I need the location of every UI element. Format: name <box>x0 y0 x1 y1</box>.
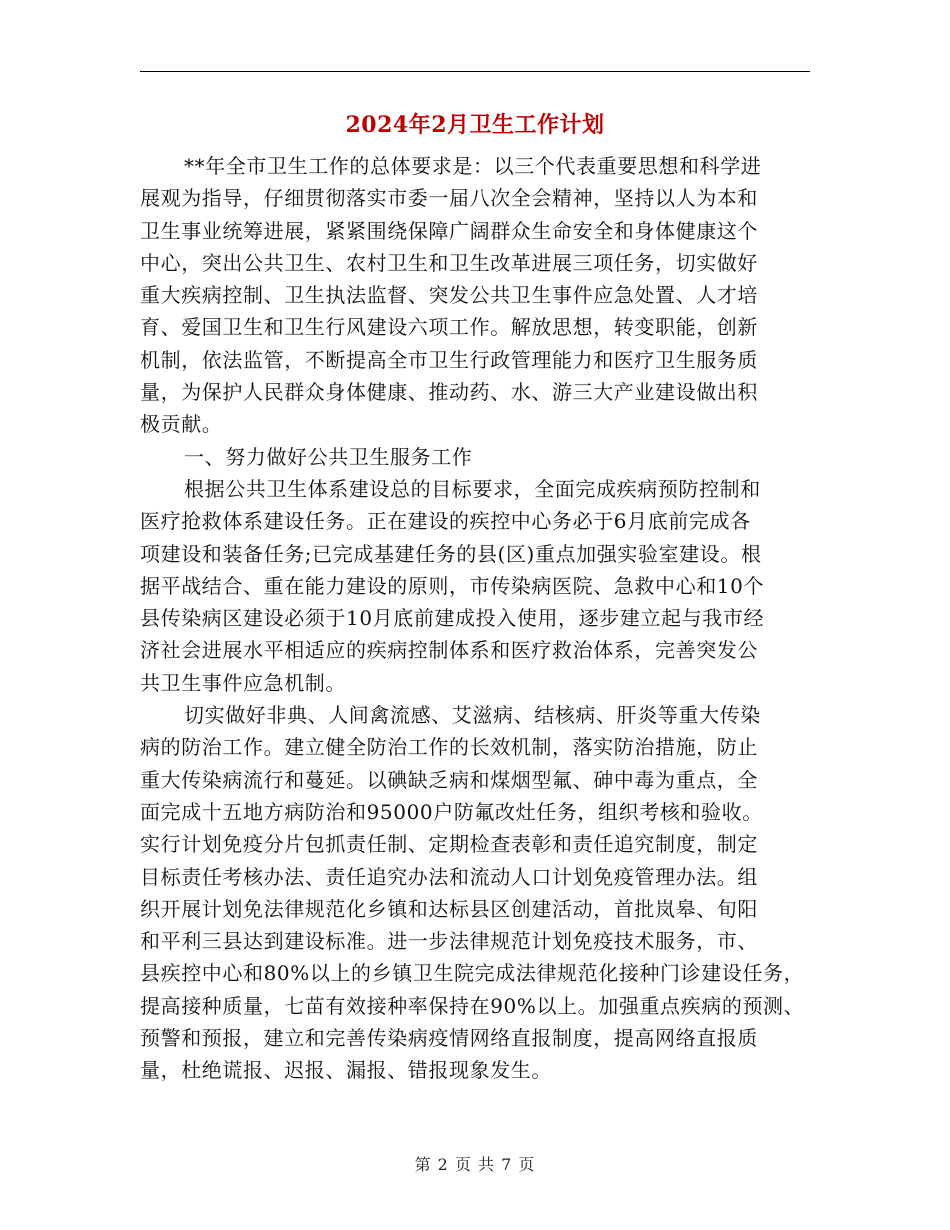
paragraph-line: 量，为保护人民群众身体健康、推动药、水、游三大产业建设做出积 <box>140 380 758 405</box>
paragraph-line: 实行计划免疫分片包抓责任制、定期检查表彰和责任追究制度，制定 <box>140 832 758 857</box>
header-rule <box>140 71 810 72</box>
paragraph-line: 重大传染病流行和蔓延。以碘缺乏病和煤烟型氟、砷中毒为重点，全 <box>140 767 758 792</box>
paragraph-line: 病的防治工作。建立健全防治工作的长效机制，落实防治措施，防止 <box>140 735 758 760</box>
document-title: 2024年2月卫生工作计划 <box>345 112 605 138</box>
paragraph-line: 和平利三县达到建设标准。进一步法律规范计划免疫技术服务，市、 <box>140 929 758 954</box>
paragraph-line: 县疾控中心和80%以上的乡镇卫生院完成法律规范化接种门诊建设任务， <box>140 961 805 986</box>
paragraph-line: 项建设和装备任务;已完成基建任务的县(区)重点加强实验室建设。根 <box>140 541 762 566</box>
paragraph-line: 提高接种质量，七苗有效接种率保持在90%以上。加强重点疾病的预测、 <box>140 993 805 1018</box>
paragraph-line: 据平战结合、重在能力建设的原则，市传染病医院、急救中心和10个 <box>140 573 765 598</box>
section-heading: 一、努力做好公共卫生服务工作 <box>184 444 473 469</box>
paragraph-line: 极贡献。 <box>140 412 223 437</box>
document-body <box>140 150 816 1087</box>
paragraph-line: 卫生事业统筹进展，紧紧围绕保障广阔群众生命安全和身体健康这个 <box>140 218 758 243</box>
paragraph-line: 切实做好非典、人间禽流感、艾滋病、结核病、肝炎等重大传染 <box>184 703 761 728</box>
paragraph-line: 重大疾病控制、卫生执法监督、突发公共卫生事件应急处置、人才培 <box>140 283 758 308</box>
paragraph-line: 预警和预报，建立和完善传染病疫情网络直报制度，提高网络直报质 <box>140 1026 758 1051</box>
paragraph-line: 中心，突出公共卫生、农村卫生和卫生改革进展三项任务，切实做好 <box>140 250 758 275</box>
paragraph-line: 医疗抢救体系建设任务。正在建设的疾控中心务必于6月底前完成各 <box>140 509 751 534</box>
paragraph-line: 根据公共卫生体系建设总的目标要求，全面完成疾病预防控制和 <box>184 476 761 501</box>
page-number-footer: 第 2 页 共 7 页 <box>414 1155 536 1174</box>
paragraph-line: 量，杜绝谎报、迟报、漏报、错报现象发生。 <box>140 1058 552 1083</box>
paragraph-line: 共卫生事件应急机制。 <box>140 670 346 695</box>
paragraph-line: 展观为指导，仔细贯彻落实市委一届八次全会精神，坚持以人为本和 <box>140 186 758 211</box>
paragraph-line: **年全市卫生工作的总体要求是：以三个代表重要思想和科学进 <box>184 154 762 178</box>
paragraph-line: 面完成十五地方病防治和95000户防氟改灶任务，组织考核和验收。 <box>140 799 763 824</box>
paragraph-line: 机制，依法监管，不断提高全市卫生行政管理能力和医疗卫生服务质 <box>140 347 758 372</box>
paragraph-line: 育、爱国卫生和卫生行风建设六项工作。解放思想，转变职能，创新 <box>140 315 758 340</box>
paragraph-line: 织开展计划免法律规范化乡镇和达标县区创建活动，首批岚皋、旬阳 <box>140 896 758 921</box>
paragraph-line: 济社会进展水平相适应的疾病控制体系和医疗救治体系，完善突发公 <box>140 638 758 663</box>
paragraph-line: 目标责任考核办法、责任追究办法和流动人口计划免疫管理办法。组 <box>140 864 758 889</box>
paragraph-line: 县传染病区建设必须于10月底前建成投入使用，逐步建立起与我市经 <box>140 606 765 631</box>
